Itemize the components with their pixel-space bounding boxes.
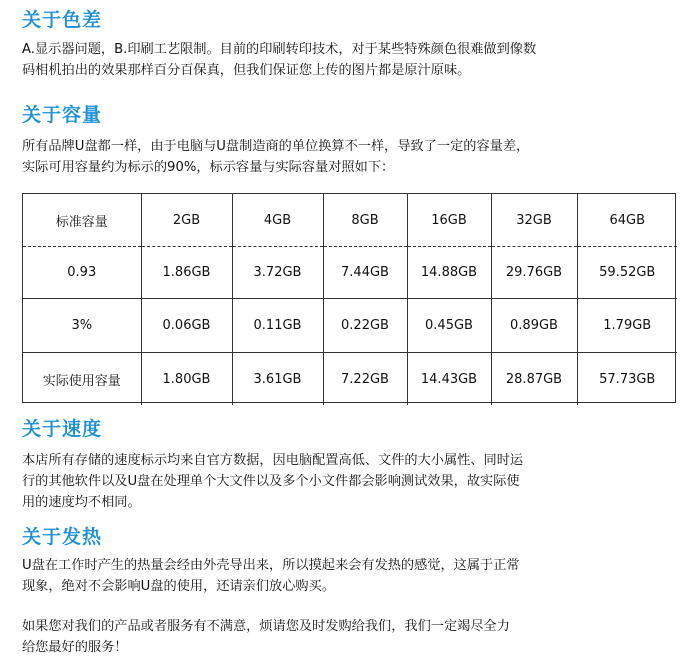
text-line: 现象，绝对不会影响U盘的使用，还请亲们放心购买。: [22, 579, 335, 594]
table-cell: 标准容量: [23, 194, 141, 247]
table-row: [23, 299, 677, 353]
table-row: [23, 247, 677, 299]
table-cell: 64GB: [577, 194, 677, 247]
table-cell: 7.22GB: [323, 353, 407, 406]
table-row: [23, 353, 677, 406]
table-cell: 14.88GB: [407, 247, 491, 299]
capacity-heading: 关于容量: [22, 104, 103, 126]
table-cell: 0.89GB: [491, 299, 577, 353]
heat-heading: 关于发热: [22, 526, 103, 548]
table-cell: 8GB: [323, 194, 407, 247]
table-cell: 0.22GB: [323, 299, 407, 353]
text-line: 实际可用容量约为标示的90%，标示容量与实际容量对照如下：: [22, 160, 395, 175]
table-cell: 3.61GB: [232, 353, 323, 406]
text-line: A.显示器问题，B.印刷工艺限制。目前的印刷转印技术，对于某些特殊颜色很难做到像数: [22, 42, 537, 57]
table-cell: 59.52GB: [577, 247, 677, 299]
table-cell: 2GB: [141, 194, 232, 247]
capacity-table: [22, 193, 676, 403]
table-cell: 0.45GB: [407, 299, 491, 353]
table-cell: 14.43GB: [407, 353, 491, 406]
table-cell: 0.11GB: [232, 299, 323, 353]
color-difference-heading: 关于色差: [22, 9, 103, 31]
table-cell: 1.80GB: [141, 353, 232, 406]
table-cell: 1.86GB: [141, 247, 232, 299]
text-line: 码相机拍出的效果那样百分百保真，但我们保证您上传的图片都是原汁原味。: [22, 63, 471, 78]
table-cell: 3.72GB: [232, 247, 323, 299]
table-cell: 32GB: [491, 194, 577, 247]
text-line: 用的速度均不相同。: [22, 495, 141, 510]
table-cell: 0.93: [23, 247, 141, 299]
table-cell: 0.06GB: [141, 299, 232, 353]
text-line: 行的其他软件以及U盘在处理单个大文件以及多个小文件都会影响测试效果，故实际使: [22, 474, 520, 489]
color-difference-text: [22, 39, 678, 81]
table-cell: 29.76GB: [491, 247, 577, 299]
closing-text: [22, 616, 678, 658]
speed-heading: 关于速度: [22, 418, 103, 440]
table-cell: 1.79GB: [577, 299, 677, 353]
heat-text: [22, 555, 678, 597]
table-cell: 4GB: [232, 194, 323, 247]
text-line: 给您最好的服务！: [22, 640, 128, 655]
text-line: U盘在工作时产生的热量会经由外壳导出来，所以摸起来会有发热的感觉，这属于正常: [22, 558, 520, 573]
text-line: 本店所有存储的速度标示均来自官方数据，因电脑配置高低、文件的大小属性、同时运: [22, 453, 524, 468]
table-cell: 28.87GB: [491, 353, 577, 406]
capacity-text: [22, 136, 678, 178]
table-cell: 16GB: [407, 194, 491, 247]
table-cell: 实际使用容量: [42, 373, 121, 389]
text-line: 所有品牌U盘都一样，由于电脑与U盘制造商的单位换算不一样，导致了一定的容量差，: [22, 139, 530, 154]
table-row: [23, 194, 677, 247]
table-cell: 7.44GB: [323, 247, 407, 299]
speed-text: [22, 450, 678, 513]
table-cell: 3%: [23, 299, 141, 353]
table-cell: 57.73GB: [577, 353, 677, 406]
text-line: 如果您对我们的产品或者服务有不满意，烦请您及时发购给我们，我们一定竭尽全力: [22, 619, 510, 634]
